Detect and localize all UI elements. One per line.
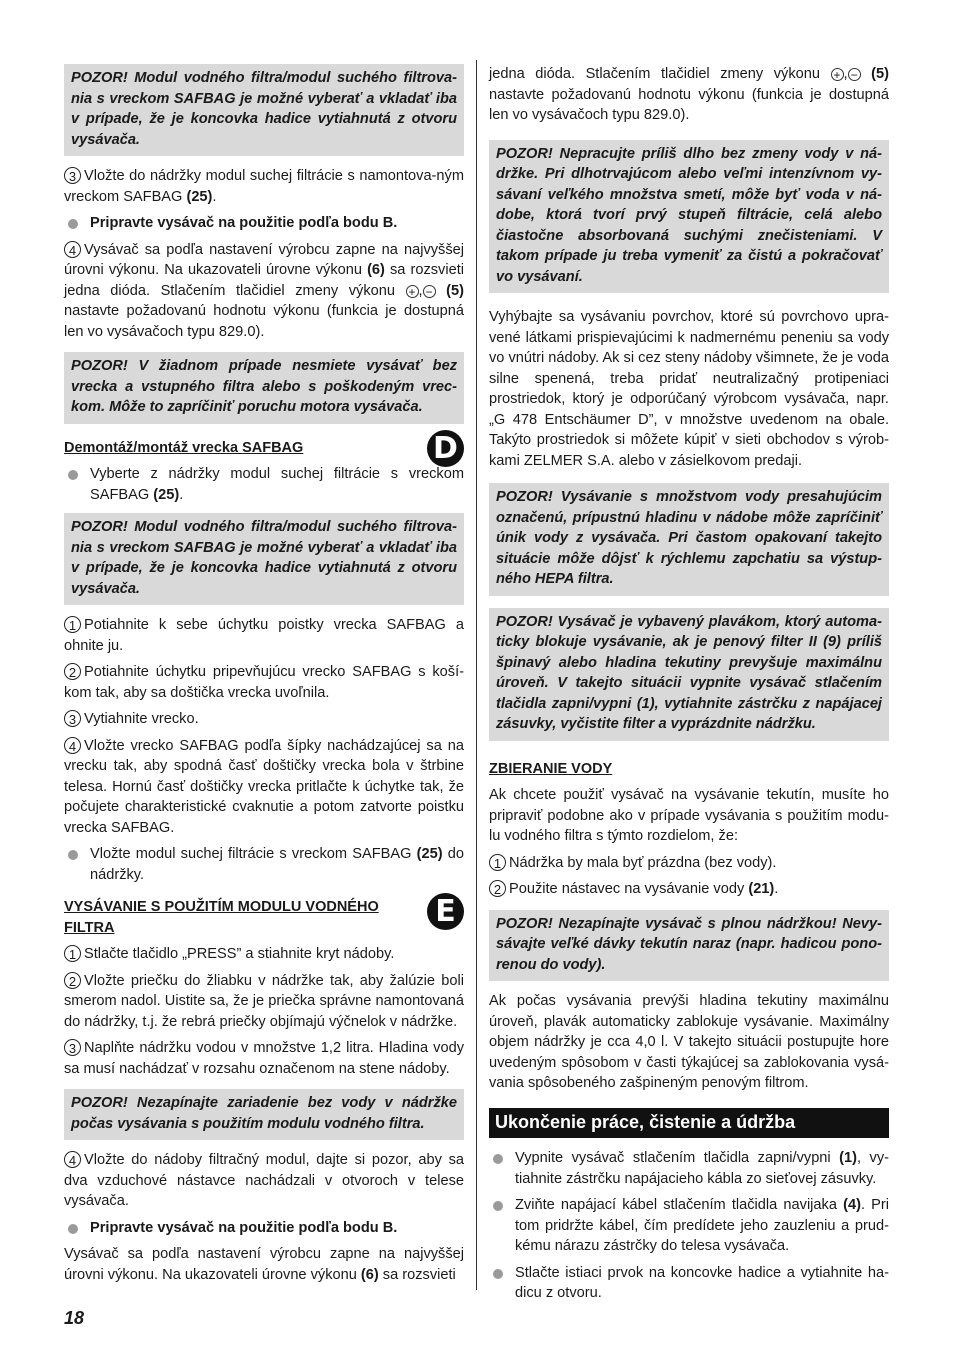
bullet-item: Vypnite vysávač stlačením tlačidla zapni/vypni (1), vy-tiahnite zástrčku napájacieho kábla zo sieťovej zásuvky. xyxy=(489,1148,889,1189)
right-column xyxy=(489,64,889,1310)
bullet-item: Zviňte napájací kábel stlačením tlačidla navijaka (4). Pri tom pridržte kábel, čím predídete jeho zauzleniu a prud-kému nárazu zástrčky do telesa vysávača. xyxy=(489,1195,889,1257)
paragraph: Ak chcete použiť vysávač na vysávanie tekutín, musíte ho pripraviť podobne ako v prípade vysávania s použitím modu-lu vodného filtra s týmto rozdielom, že: xyxy=(489,787,889,844)
step-number: 3 xyxy=(64,710,81,727)
bullet-item: Pripravte vysávač na použitie podľa bodu B. xyxy=(64,213,464,234)
section-heading: VYSÁVANIE S POUŽITÍM MODULU VODNÉHO FILTRA xyxy=(64,899,379,936)
step-number: 4 xyxy=(64,1151,81,1168)
step-number: 2 xyxy=(64,663,81,680)
paragraph: Vyhýbajte sa vysávaniu povrchov, ktoré sú povrchovo upra-vené látkami prispievajúcimi k nadmernému peneniu sa vody vo vnútri nádoby. Ak si cez steny nádoby všimnete, že je voda silne spenená, treba pridať neutralizačný protipeniaci prostriedok, ktorý je odporúčaný výrobcom vysávača, napr. „G 478 Entschäumer D”, v množstve uvedenom na obale. Takýto prostriedok si môžete kúpiť v sieti obchodov s výrob-kami ZELMER S.A. alebo v zásielkovom predaji. xyxy=(489,309,889,469)
warning-box: POZOR! Nepracujte príliš dlho bez zmeny vody v ná-držke. Pri dlhotrvajúcom alebo veľmi intenzívnom vy-sávaní veľkého množstva smetí, môže byť voda v ná-dobe, ktorá tvorí prvý stupeň filtrácie, celá alebo čiastočne absorbovaná suchými znečisteniami. V takom prípade ju treba vymeniť za čistú a pokračovať vo vysávaní. xyxy=(489,140,889,294)
paragraph: Vysávač sa podľa nastavení výrobcu zapne na najvyššej úrovni výkonu. Na ukazovateli úrovne výkonu (6) sa rozsvieti xyxy=(64,1246,464,1283)
section-heading: ZBIERANIE VODY xyxy=(489,760,613,777)
warning-box: POZOR! Nezapínajte vysávač s plnou nádržkou! Nevy-sávajte veľké dávky tekutín naraz (napr. hadicou pono-renou do vody). xyxy=(489,910,889,982)
plus-icon: + xyxy=(406,285,419,298)
warning-box: POZOR! Nezapínajte zariadenie bez vody v nádržke počas vysávania s použitím modulu vodného filtra. xyxy=(64,1089,464,1140)
bullet-item: Pripravte vysávač na použitie podľa bodu B. xyxy=(64,1218,464,1239)
step-2: 2 Použite nástavec na vysávanie vody (21). xyxy=(489,879,889,900)
paragraph: Ak počas vysávania prevýši hladina tekutiny maximálnu úroveň, plavák automaticky zablokuje vysávanie. Maximálny objem nádržky je cca 4,0 l. V takejto situácii postupujte hore uvedeným spôsobom v časti týkajúcej sa zablokovania vysá-vania spôsobeného zašpineným penovým filtrom. xyxy=(489,993,889,1091)
warning-box: POZOR! V žiadnom prípade nesmiete vysávať bez vrecka a vstupného filtra alebo s poškodeným vrec-kom. Môže to zapríčiniť poruchu motora vysávača. xyxy=(64,352,464,424)
page-number: 18 xyxy=(64,1308,85,1328)
step-number: 4 xyxy=(64,737,81,754)
step-number: 1 xyxy=(64,945,81,962)
left-column xyxy=(64,64,464,1291)
step-3: 3 Vytiahnite vrecko. xyxy=(64,709,464,730)
section-title-bar: Ukončenie práce, čistenie a údržba xyxy=(489,1108,889,1139)
step-number: 2 xyxy=(489,880,506,897)
step-2: 2 Potiahnite úchytku pripevňujúcu vrecko SAFBAG s koší-kom tak, aby sa doštička vrecka uvoľnila. xyxy=(64,664,464,701)
bullet-item: Vyberte z nádržky modul suchej filtrácie s vreckom SAFBAG (25). xyxy=(64,464,464,505)
plus-icon: + xyxy=(831,68,844,81)
section-letter-e: E xyxy=(427,893,464,930)
minus-icon: − xyxy=(848,68,861,81)
section-e xyxy=(64,894,464,938)
warning-box: POZOR! Modul vodného filtra/modul suchého filtrova-nia s vreckom SAFBAG je možné vyberať a vkladať iba v prípade, že je koncovka hadice vytiahnutá z otvoru vysávača. xyxy=(64,513,464,605)
step-number: 4 xyxy=(64,241,81,258)
section-d xyxy=(64,430,464,466)
paragraph: jedna dióda. Stlačením tlačidiel zmeny výkonu + , − (5) nastavte požadovanú hodnotu výkonu (funkcia je dostupná len vo vysávačoch typu 829.0). xyxy=(489,66,890,123)
step-number: 3 xyxy=(64,1039,81,1056)
step-number: 2 xyxy=(64,972,81,989)
step-number: 3 xyxy=(64,167,81,184)
section-letter-d: D xyxy=(427,430,464,467)
section-heading: Demontáž/montáž vrecka SAFBAG xyxy=(64,439,304,456)
step-3: 3 Vložte do nádržky modul suchej filtrácie s namontova-ným vreckom SAFBAG (25). xyxy=(64,168,464,205)
step-number: 1 xyxy=(489,854,506,871)
column-divider xyxy=(476,60,477,1290)
warning-box: POZOR! Vysávač je vybavený plavákom, ktorý automa-ticky blokuje vysávanie, ak je penový filter II (9) príliš špinavý alebo hladina tekutiny prevyšuje maximálnu úroveň. V takejto situácii vypnite vysávač stlačením tlačidla zapni/vypni (1), vytiahnite zástrčku z napájacej zásuvky, vyčistite filter a vyprázdnite nádržku. xyxy=(489,608,889,741)
step-4: 4 Vložte do nádoby filtračný modul, dajte si pozor, aby sa dva vzduchové nástavce nachádzali v otvoroch v telese vysávača. xyxy=(64,1152,464,1209)
step-1: 1 Stlačte tlačidlo „PRESS” a stiahnite kryt nádoby. xyxy=(64,944,464,965)
step-2: 2 Vložte priečku do žliabku v nádržke tak, aby žalúzie boli smerom nadol. Uistite sa, že je priečka správne namontovaná do nádržky, t.j. že rebrá priečky objímajú výčnelok v nádržke. xyxy=(64,972,464,1030)
step-4: 4 Vložte vrecko SAFBAG podľa šípky nachádzajúcej sa na vrecku tak, aby spodná časť doštičky vrecka bola v štrbine telesa. Hornú časť doštičky vrecka pritlačte k úchytke tak, že počujete charakteristické cvaknutie a potom zatvorte poistku vrecka SAFBAG. xyxy=(64,737,464,836)
step-4: 4 Vysávač sa podľa nastavení výrobcu zapne na najvyššej úrovni výkonu. Na ukazovateli úrovne výkonu (6) sa rozsvieti jedna dióda. Stlačením tlačidiel zmeny výkonu + , − (5) nastavte požadovanú hodnotu výkonu (funkcia je dostupná len vo vysávačoch typu 829.0). xyxy=(64,241,465,340)
step-1: 1 Nádržka by mala byť prázdna (bez vody). xyxy=(489,853,889,874)
step-number: 1 xyxy=(64,616,81,633)
minus-icon: − xyxy=(423,285,436,298)
step-3: 3 Naplňte nádržku vodou v množstve 1,2 litra. Hladina vody sa musí nachádzať v rozsahu označenom na stene nádoby. xyxy=(64,1040,464,1077)
bullet-item: Stlačte istiaci prvok na koncovke hadice a vytiahnite ha-dicu z otvoru. xyxy=(489,1263,889,1304)
bullet-item: Vložte modul suchej filtrácie s vreckom SAFBAG (25) do nádržky. xyxy=(64,844,464,885)
warning-box: POZOR! Vysávanie s množstvom vody presahujúcim označenú, prípustnú hladinu v nádobe môže zapríčiniť únik vody z vysávača. Pri častom opakovaní takejto situácie môže dôjsť k rýchlemu zapchatiu sa výstup-ného HEPA filtra. xyxy=(489,483,889,596)
warning-box: POZOR! Modul vodného filtra/modul suchého filtrova-nia s vreckom SAFBAG je možné vyberať a vkladať iba v prípade, že je koncovka hadice vytiahnutá z otvoru vysávača. xyxy=(64,64,464,156)
step-1: 1 Potiahnite k sebe úchytku poistky vrecka SAFBAG a ohnite ju. xyxy=(64,617,464,654)
